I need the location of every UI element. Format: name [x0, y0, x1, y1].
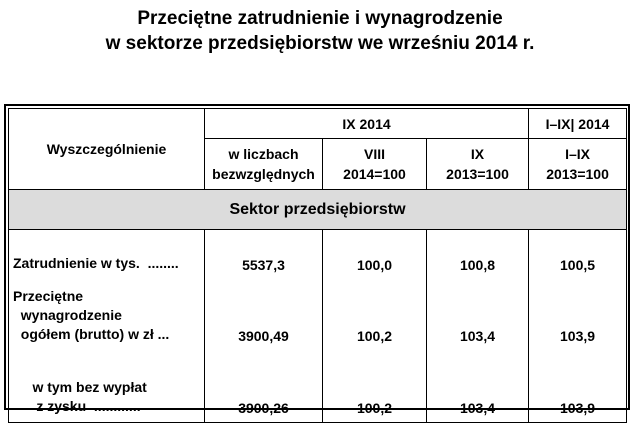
- table-row: [9, 277, 627, 350]
- col-header-ix: IX 2013=100: [427, 139, 529, 190]
- cell-ix: 100,8: [427, 230, 529, 278]
- group-header-ix-2014: IX 2014: [205, 109, 529, 139]
- row-label: w tym bez wypłat z zysku ............: [9, 350, 205, 423]
- row-header-cell: Wyszczególnienie: [9, 109, 205, 190]
- cell-absolute: 5537,3: [205, 230, 323, 278]
- col-header-i-ix: I–IX 2013=100: [529, 139, 627, 190]
- table-row: [9, 350, 627, 423]
- col-header-viii: VIII 2014=100: [323, 139, 427, 190]
- sector-row: [9, 190, 627, 230]
- cell-ix: 103,4: [427, 277, 529, 350]
- cell-absolute: 3900,49: [205, 277, 323, 350]
- row-label: Przeciętne wynagrodzenie ogółem (brutto) w zł ...: [9, 277, 205, 350]
- cell-viii: 100,2: [323, 277, 427, 350]
- cell-viii: 100,0: [323, 230, 427, 278]
- cell-ix: 103,4: [427, 350, 529, 423]
- header-row-1: [9, 109, 627, 139]
- group-header-i-ix-2014: I–IX| 2014: [529, 109, 627, 139]
- cell-i-ix: 100,5: [529, 230, 627, 278]
- cell-viii: 100,2: [323, 350, 427, 423]
- title-line-2: w sektorze przedsiębiorstw we wrześniu 2014 r.: [105, 33, 535, 54]
- col-header-absolute: w liczbach bezwzględnych: [205, 139, 323, 190]
- cell-i-ix: 103,9: [529, 277, 627, 350]
- table-row: [9, 230, 627, 278]
- cell-absolute: 3900,26: [205, 350, 323, 423]
- wages-table: [8, 108, 627, 423]
- sector-label: Sektor przedsiębiorstw: [9, 190, 627, 230]
- page-title: [0, 6, 640, 56]
- title-line-1: Przeciętne zatrudnienie i wynagrodzenie: [137, 8, 503, 29]
- row-label: Zatrudnienie w tys. ........: [9, 230, 205, 278]
- cell-i-ix: 103,9: [529, 350, 627, 423]
